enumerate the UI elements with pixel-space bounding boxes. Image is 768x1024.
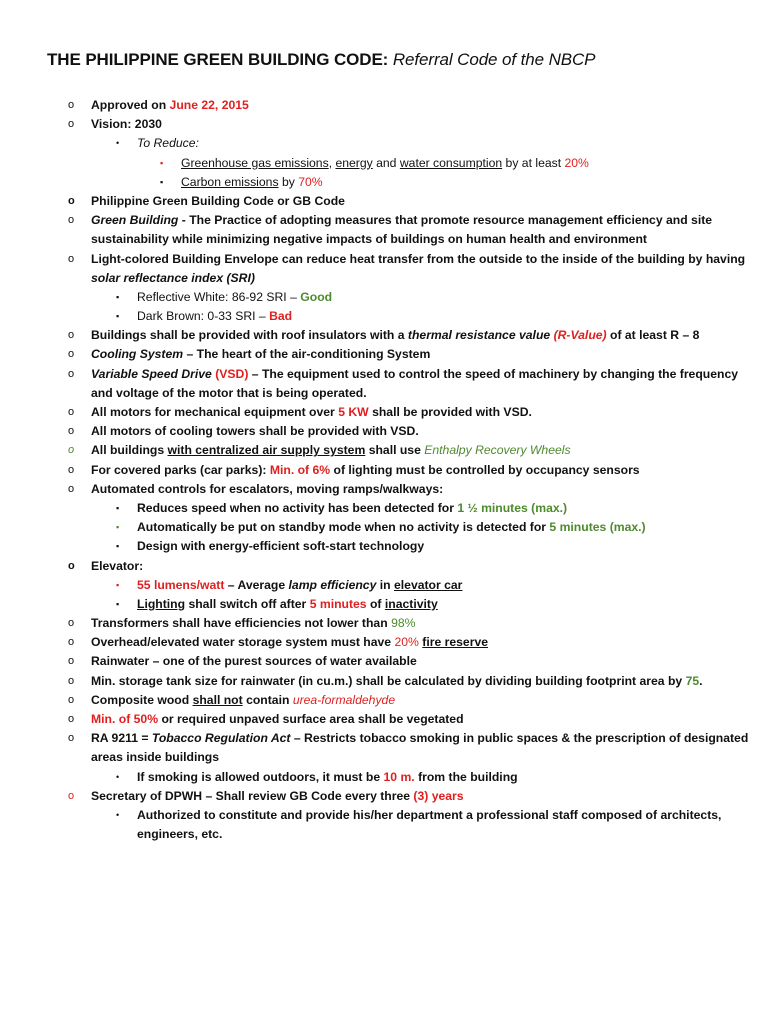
motors-text-1: All motors for mechanical equipment over xyxy=(91,405,335,419)
car-text: elevator car xyxy=(394,577,463,592)
list-item-reduce-speed xyxy=(0,499,768,518)
cooling-def: – The heart of the air-conditioning System xyxy=(183,347,431,362)
to-reduce-text: To Reduce: xyxy=(137,136,199,151)
list-item-transformers xyxy=(0,614,768,633)
green-building-def-2: sustainability while minimizing negative impacts of buildings on human health and environment xyxy=(91,232,647,247)
vsd-term: Variable Speed Drive xyxy=(91,366,212,381)
vsd-def-2: and voltage of the motor that is being operated. xyxy=(91,385,367,400)
list-item-light-envelope xyxy=(0,250,768,269)
circle-bullet-icon: o xyxy=(68,463,75,476)
square-bullet-icon: ▪ xyxy=(116,598,120,609)
bad-label: Bad xyxy=(269,309,293,324)
circle-bullet-icon: o xyxy=(68,252,75,265)
pct20-tank-value: 20% xyxy=(394,635,419,650)
circle-bullet-icon: o xyxy=(68,693,75,706)
pct20-value: 20% xyxy=(564,155,589,170)
tobacco-text: Tobacco Regulation Act xyxy=(151,731,291,746)
roof-text-2: of at least R – 8 xyxy=(610,328,700,343)
min50-value: Min. of 50% xyxy=(91,712,159,726)
min6-value: Min. of 6% xyxy=(269,462,331,477)
list-item-ghg xyxy=(0,154,768,173)
pgbc-text: Philippine Green Building Code or GB Code xyxy=(91,193,345,208)
min5-value: 5 minutes (max.) xyxy=(549,520,646,535)
enthalpy-text: Enthalpy Recovery Wheels xyxy=(424,443,571,458)
list-item-vsd xyxy=(0,365,768,384)
air-text-1: All buildings xyxy=(91,443,165,458)
reflective-text: Reflective White: 86-92 SRI – xyxy=(137,289,297,304)
list-item-towers xyxy=(0,422,768,441)
lumens-value: 55 lumens/watt xyxy=(137,577,225,592)
list-item-dpwh xyxy=(0,787,768,806)
parks-text-1: For covered parks (car parks): xyxy=(91,462,267,477)
list-item-authorized xyxy=(0,806,768,825)
square-bullet-icon: ▪ xyxy=(116,541,120,552)
lumens-text: – Average xyxy=(227,577,286,592)
approved-date: June 22, 2015 xyxy=(169,98,249,112)
list-item-ra9211 xyxy=(0,729,768,748)
pct70-value: 70% xyxy=(298,174,323,189)
list-item-elevator xyxy=(0,557,768,576)
list-item-reflective xyxy=(0,288,768,307)
years3-value: (3) years xyxy=(413,788,464,803)
list-item-to-reduce xyxy=(0,134,768,153)
title-subtitle: Referral Code of the NBCP xyxy=(392,50,596,69)
rainwater-def: – one of the purest sources of water available xyxy=(149,654,417,669)
square-bullet-icon: ▪ xyxy=(160,157,164,168)
document-body xyxy=(0,96,768,844)
list-item-vision xyxy=(0,115,768,134)
dot-bullet-icon: • xyxy=(116,771,120,782)
square-bullet-icon: ▪ xyxy=(116,311,120,322)
cooling-term: Cooling System xyxy=(91,347,184,362)
kw5-value: 5 KW xyxy=(338,405,369,419)
list-item-dark-brown xyxy=(0,307,768,326)
circle-bullet-icon: o xyxy=(68,482,75,495)
motors-text-2: shall be provided with VSD. xyxy=(372,405,532,419)
circle-bullet-icon: o xyxy=(68,655,75,668)
contain-text: contain xyxy=(246,692,290,707)
light-envelope-text: Light-colored Building Envelope can reduce heat transfer from the outside to the inside of the building by having xyxy=(91,251,746,266)
min1half-value: 1 ½ minutes (max.) xyxy=(457,500,568,515)
ghg-text: Greenhouse gas emissions xyxy=(181,155,329,170)
dot-bullet-icon: • xyxy=(116,138,120,149)
ra-text-2: – Restricts tobacco smoking in public spaces & the prescription of designated xyxy=(290,731,749,746)
circle-bullet-icon: o xyxy=(68,636,75,649)
fire-reserve-text: fire reserve xyxy=(422,635,489,650)
water-text: water consumption xyxy=(399,155,503,170)
list-item-escalators xyxy=(0,480,768,499)
vision-text: Vision: 2030 xyxy=(91,117,162,132)
thermal-text: thermal resistance value xyxy=(407,328,551,343)
list-item-lighting xyxy=(0,595,768,614)
reduce-speed-text: Reduces speed when no activity has been detected for xyxy=(137,500,454,515)
list-item-lumens xyxy=(0,576,768,595)
ra-text-3: areas inside buildings xyxy=(91,750,220,765)
square-bullet-icon: ▪ xyxy=(116,291,120,302)
circle-bullet-icon: o xyxy=(68,194,75,207)
approved-label: Approved on xyxy=(91,98,167,112)
circle-bullet-icon: o xyxy=(68,367,75,380)
and-text: and xyxy=(376,155,397,170)
elevator-text: Elevator: xyxy=(91,558,144,573)
of-text: of xyxy=(369,596,382,611)
circle-bullet-icon: o xyxy=(68,713,75,725)
vegetated-text: or required unpaved surface area shall be vegetated xyxy=(161,712,464,726)
minutes5-value: 5 minutes xyxy=(309,596,367,611)
list-item-design xyxy=(0,537,768,556)
square-bullet-icon: ▪ xyxy=(160,176,164,187)
list-item-storage-tank xyxy=(0,672,768,691)
green-building-term: Green Building xyxy=(91,213,179,228)
list-item-water-storage xyxy=(0,633,768,652)
rvalue-text: (R-Value) xyxy=(553,328,607,343)
circle-bullet-icon: o xyxy=(68,118,75,131)
list-item-green-building-cont xyxy=(0,230,768,249)
pct98-value: 98% xyxy=(391,616,416,631)
comma: , xyxy=(328,155,333,170)
rainwater-term: Rainwater xyxy=(91,654,150,669)
circle-bullet-icon: o xyxy=(68,559,75,572)
design-text: Design with energy-efficient soft-start technology xyxy=(137,539,425,554)
towers-text: All motors of cooling towers shall be provided with VSD. xyxy=(91,424,419,439)
list-item-ra9211-cont xyxy=(0,748,768,767)
dpwh-text: Secretary of DPWH – Shall review GB Code every three xyxy=(91,788,411,803)
m10-value: 10 m. xyxy=(383,769,415,784)
by-text: by xyxy=(281,174,295,189)
standby-text: Automatically be put on standby mode when no activity is detected for xyxy=(137,520,547,535)
title-main: THE PHILIPPINE GREEN BUILDING CODE: xyxy=(47,50,389,69)
period: . xyxy=(699,673,703,688)
good-label: Good xyxy=(300,289,333,304)
roof-text-1: Buildings shall be provided with roof insulators with a xyxy=(91,328,405,343)
dot-bullet-icon: • xyxy=(116,809,120,820)
storage-text: Min. storage tank size for rainwater (in cu.m.) shall be calculated by dividing building footprint area by xyxy=(91,673,683,688)
carbon-text: Carbon emissions xyxy=(181,174,279,189)
list-item-cooling xyxy=(0,345,768,364)
circle-bullet-icon: o xyxy=(68,214,75,227)
list-item-roof xyxy=(0,326,768,345)
air-text-2: shall use xyxy=(368,443,421,458)
lamp-text: lamp efficiency xyxy=(288,577,377,592)
circle-bullet-icon: o xyxy=(68,99,75,111)
circle-bullet-icon: o xyxy=(68,789,75,802)
by-at-least-text: by at least xyxy=(505,155,562,170)
list-item-light-envelope-cont xyxy=(0,269,768,288)
circle-bullet-icon: o xyxy=(68,406,75,418)
square-bullet-icon: ▪ xyxy=(116,522,120,533)
list-item-standby xyxy=(0,518,768,537)
list-item-green-building xyxy=(0,211,768,230)
authorized-text-2: engineers, etc. xyxy=(137,827,223,842)
square-bullet-icon: ▪ xyxy=(116,579,120,590)
circle-bullet-icon: o xyxy=(68,348,75,361)
list-item-motors xyxy=(0,403,768,422)
list-item-pgbc xyxy=(0,192,768,211)
inactivity-text: inactivity xyxy=(384,596,438,611)
list-item-approved xyxy=(0,96,768,115)
circle-bullet-icon: o xyxy=(68,329,75,342)
shall-not-text: shall not xyxy=(192,692,243,707)
tank-text: Overhead/elevated water storage system must have xyxy=(91,635,392,650)
list-item-smoking xyxy=(0,768,768,787)
sri-text: solar reflectance index (SRI) xyxy=(91,270,255,285)
air-text-underlined: with centralized air supply system xyxy=(167,443,366,458)
in-text: in xyxy=(379,577,391,592)
lighting-text: Lighting xyxy=(137,596,186,611)
list-item-vegetated xyxy=(0,710,768,729)
composite-text: Composite wood xyxy=(91,692,190,707)
document-title xyxy=(47,50,595,70)
n75-value: 75 xyxy=(685,673,700,688)
list-item-vsd-cont xyxy=(0,384,768,403)
switch-text: shall switch off after xyxy=(188,596,307,611)
vsd-abbr: (VSD) xyxy=(215,366,249,381)
transformers-text: Transformers shall have efficiencies not lower than xyxy=(91,616,388,631)
circle-bullet-icon: o xyxy=(68,732,75,745)
list-item-authorized-cont xyxy=(0,825,768,844)
list-item-rainwater xyxy=(0,652,768,671)
authorized-text-1: Authorized to constitute and provide his/her department a professional staff composed of architects, xyxy=(137,807,722,822)
list-item-composite xyxy=(0,691,768,710)
circle-bullet-icon: o xyxy=(68,425,75,438)
smoke-text-2: from the building xyxy=(418,769,518,784)
list-item-carbon xyxy=(0,173,768,192)
circle-bullet-icon: o xyxy=(68,674,75,687)
list-item-air-supply xyxy=(0,441,768,460)
vsd-def-1: – The equipment used to control the speed of machinery by changing the frequency xyxy=(251,366,739,381)
dark-brown-text: Dark Brown: 0-33 SRI – xyxy=(137,309,266,324)
smoke-text-1: If smoking is allowed outdoors, it must be xyxy=(137,769,381,784)
urea-text: urea-formaldehyde xyxy=(292,692,396,707)
list-item-parks xyxy=(0,461,768,480)
green-building-def-1: - The Practice of adopting measures that promote resource management efficiency and site xyxy=(178,213,713,228)
ra-text-1: RA 9211 = xyxy=(91,731,149,746)
parks-text-2: of lighting must be controlled by occupancy sensors xyxy=(333,462,640,477)
circle-bullet-icon: o xyxy=(68,617,75,630)
square-bullet-icon: ▪ xyxy=(116,502,120,513)
circle-bullet-icon: o xyxy=(68,444,75,457)
energy-text: energy xyxy=(335,155,373,170)
escalators-text: Automated controls for escalators, moving ramps/walkways: xyxy=(91,481,444,496)
